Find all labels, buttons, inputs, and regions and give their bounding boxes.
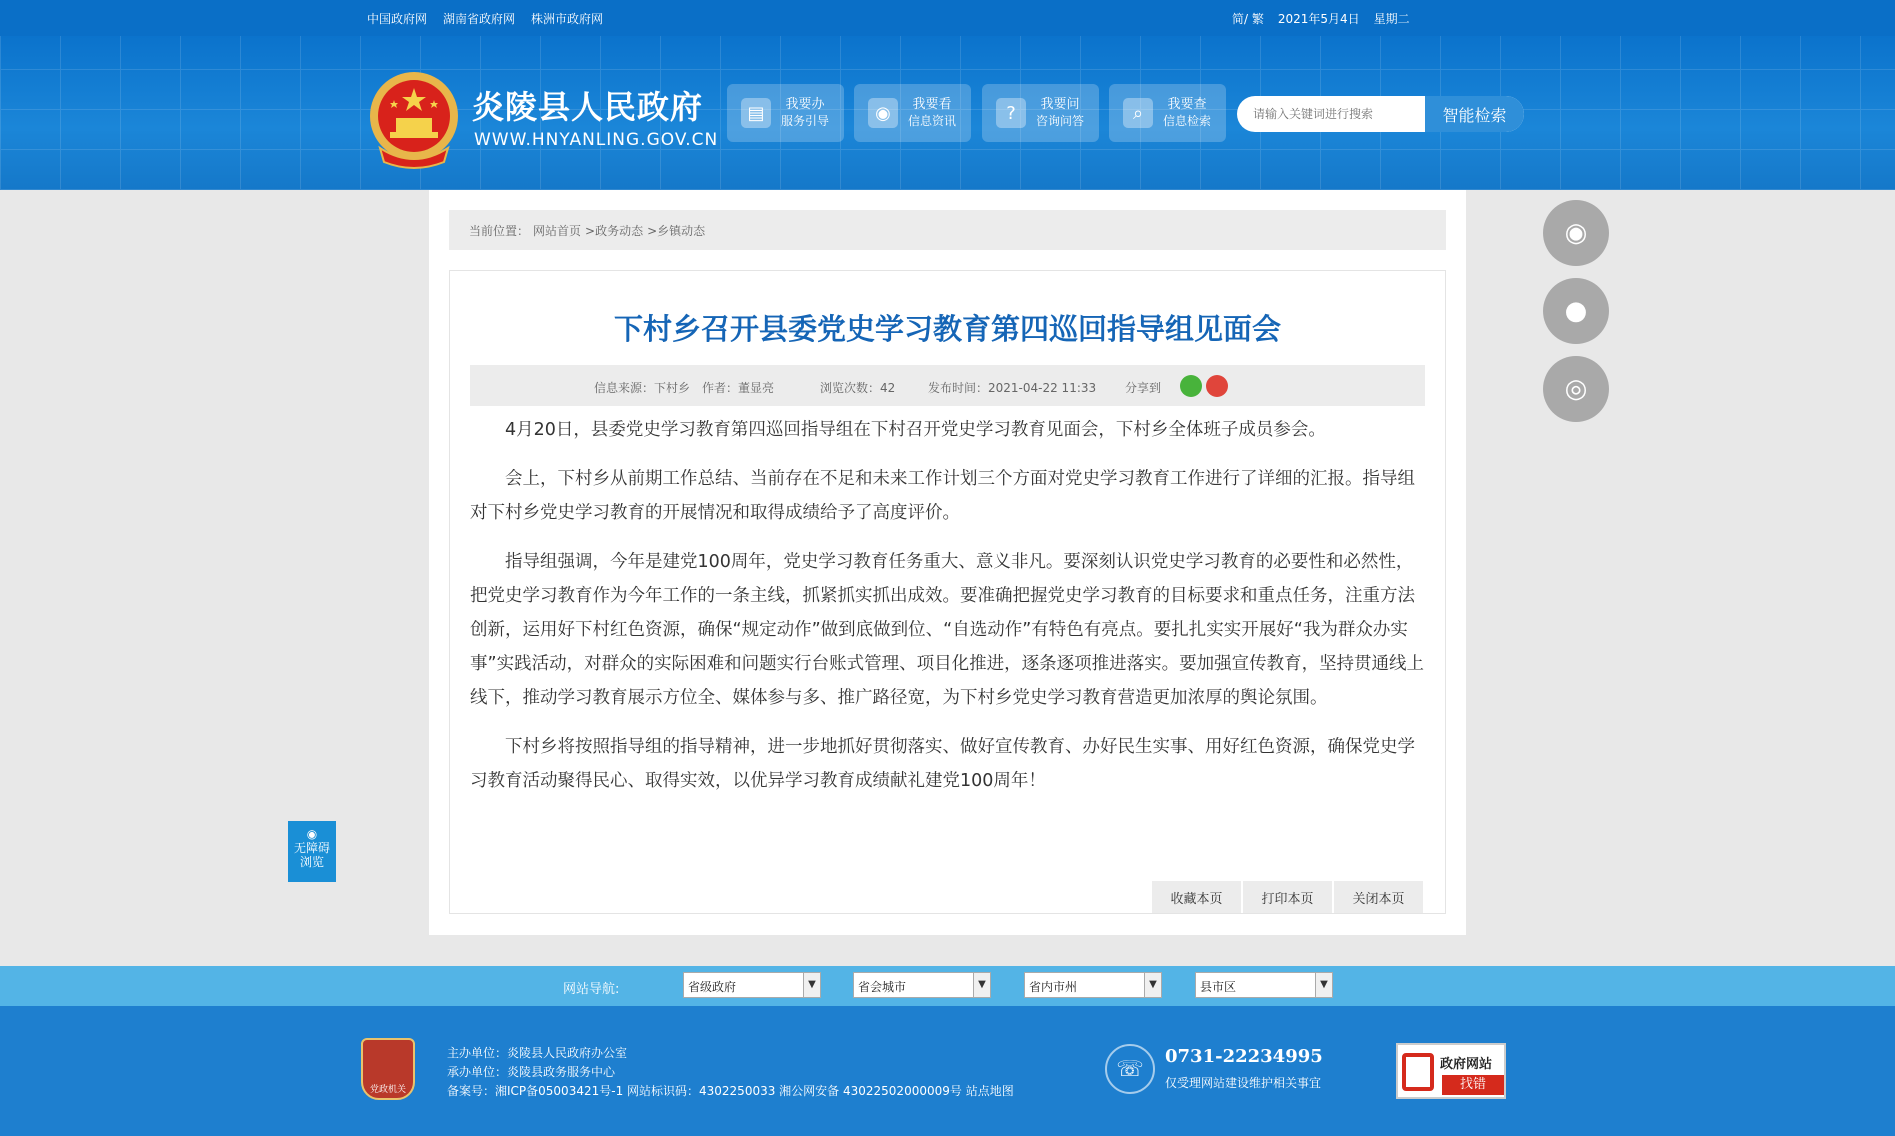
national-emblem-icon: [366, 70, 462, 170]
party-gov-badge[interactable]: [361, 1038, 415, 1100]
service-sub: 咨询问答: [1036, 114, 1085, 128]
site-footer: [0, 1006, 1895, 1136]
breadcrumb-label: 当前位置：: [469, 223, 530, 238]
meta-published: 发布时间：2021-04-22 11:33: [928, 381, 1097, 395]
weibo-icon: ◎: [1564, 374, 1588, 404]
accessibility-button[interactable]: [288, 821, 336, 882]
chevron-down-icon: ▼: [803, 973, 820, 997]
accessibility-line2: 浏览: [299, 855, 324, 869]
select-value: 省会城市: [858, 980, 907, 994]
weekday-text: 星期二: [1373, 12, 1410, 26]
site-header: [0, 36, 1895, 190]
chevron-down-icon: ▼: [973, 973, 990, 997]
eye-icon: ◉: [1564, 218, 1588, 248]
search-button[interactable]: 智能检索: [1425, 96, 1524, 132]
meta-author: 作者：董显亮: [702, 381, 775, 395]
meta-source: 信息来源：下村乡: [594, 381, 691, 395]
select-value: 省级政府: [688, 980, 737, 994]
question-icon: ?: [996, 98, 1026, 128]
breadcrumb-news[interactable]: >政务动态: [585, 223, 644, 238]
footer-phone-note: 仅受理网站建设维护相关事宜: [1165, 1076, 1322, 1090]
footer-operator: 承办单位：炎陵县政务服务中心: [447, 1065, 616, 1079]
service-ask-button[interactable]: [982, 84, 1099, 142]
select-province[interactable]: [683, 972, 821, 998]
article-title: 下村乡召开县委党史学习教育第四巡回指导组见面会: [613, 312, 1281, 346]
chevron-down-icon: ▼: [1144, 973, 1161, 997]
footer-record: 备案号：湘ICP备05003421号-1 网站标识码：4302250033 湘公网安备 43022502000009号 站点地图: [447, 1084, 1014, 1098]
article-paragraph: 会上，下村乡从前期工作总结、当前存在不足和未来工作计划三个方面对党史学习教育工作进行了详细的汇报。指导组对下村乡党史学习教育的开展情况和取得成绩给予了高度评价。: [470, 469, 1415, 523]
top-right: [1232, 10, 1410, 27]
weibo-share-icon[interactable]: [1206, 375, 1228, 397]
select-value: 省内市州: [1029, 980, 1078, 994]
chevron-down-icon: ▼: [1315, 973, 1332, 997]
magnifier-icon: [1402, 1053, 1434, 1091]
service-title: 我要办: [785, 97, 825, 112]
close-page-button[interactable]: 关闭本页: [1334, 881, 1423, 913]
error-report-title: 政府网站: [1440, 1057, 1493, 1072]
eye-icon: ◉: [868, 98, 898, 128]
breadcrumb-town[interactable]: >乡镇动态: [647, 223, 706, 238]
side-weibo-button[interactable]: [1543, 356, 1609, 422]
meta-views: 浏览次数：42: [820, 381, 896, 395]
breadcrumb-home[interactable]: 网站首页: [533, 223, 582, 238]
search-box: [1237, 96, 1524, 132]
service-sub: 信息资讯: [908, 114, 957, 128]
print-button[interactable]: 打印本页: [1243, 881, 1332, 913]
content-panel: [429, 190, 1466, 935]
side-eye-button[interactable]: [1543, 200, 1609, 266]
service-title: 我要问: [1040, 97, 1080, 112]
bookmark-button[interactable]: 收藏本页: [1152, 881, 1241, 913]
service-sub: 信息检索: [1163, 114, 1212, 128]
top-links: [367, 10, 603, 27]
select-city[interactable]: [1024, 972, 1162, 998]
service-handle-button[interactable]: [727, 84, 844, 142]
gov-site-error-report[interactable]: [1396, 1043, 1506, 1099]
select-capital[interactable]: [853, 972, 991, 998]
site-title[interactable]: 炎陵县人民政府: [472, 88, 704, 126]
side-wechat-button[interactable]: [1543, 278, 1609, 344]
lang-switch[interactable]: 简/ 繁: [1232, 12, 1264, 26]
service-search-button[interactable]: [1109, 84, 1226, 142]
article-paragraph: 指导组强调，今年是建党100周年，党史学习教育任务重大、意义非凡。要深刻认识党史学习教育的必要性和必然性，把党史学习教育作为今年工作的一条主线，抓紧抓实抓出成效。要准确把握党史学习教育的目标要求和重点任务，注重方法创新，运用好下村红色资源，确保“规定动作”做到底做到位、“自选动作”有特色有亮点。要扎扎实实开展好“我为群众办实事”实践活动，对群众的实际困难和问题实行台账式管理、项目化推进，逐条逐项推进落实。要加强宣传教育，坚持贯通线上线下，推动学习教育展示方位全、媒体参与多、推广路径宽，为下村乡党史学习教育营造更加浓厚的舆论氛围。: [470, 552, 1425, 708]
share-label: 分享到: [1125, 381, 1162, 395]
select-county[interactable]: [1195, 972, 1333, 998]
top-bar: [0, 0, 1895, 36]
date-text: 2021年5月4日: [1277, 12, 1360, 26]
service-title: 我要查: [1167, 97, 1207, 112]
eye-icon: ◉: [306, 827, 318, 841]
footer-phone: 0731-22234995: [1165, 1046, 1323, 1067]
service-sub: 服务引导: [781, 114, 830, 128]
article-body: [470, 413, 1425, 813]
wechat-share-icon[interactable]: [1180, 375, 1202, 397]
top-link-zhuzhou[interactable]: 株洲市政府网: [531, 12, 604, 26]
article-paragraph: 下村乡将按照指导组的指导精神，进一步地抓好贯彻落实、做好宣传教育、办好民生实事、用好红色资源，确保党史学习教育活动聚得民心、取得实效，以优异学习教育成绩献礼建党100周年！: [470, 737, 1415, 791]
footer-host: 主办单位：炎陵县人民政府办公室: [447, 1046, 628, 1060]
top-link-gov[interactable]: 中国政府网: [367, 12, 428, 26]
footer-nav-label: 网站导航:: [563, 982, 620, 997]
error-report-action: 找错: [1442, 1075, 1504, 1095]
footer-info: [447, 1044, 1014, 1101]
article-paragraph: 4月20日，县委党史学习教育第四巡回指导组在下村召开党史学习教育见面会，下村乡全体班子成员参会。: [505, 420, 1326, 440]
article-actions: [1152, 881, 1423, 913]
top-link-hunan[interactable]: 湖南省政府网: [443, 12, 516, 26]
badge-label: 党政机关: [369, 1085, 406, 1095]
breadcrumb: [449, 210, 1446, 250]
service-title: 我要看: [912, 97, 952, 112]
search-icon: ⌕: [1123, 98, 1153, 128]
service-view-button[interactable]: [854, 84, 971, 142]
phone-icon: ☏: [1105, 1044, 1155, 1094]
site-url: WWW.HNYANLING.GOV.CN: [474, 130, 719, 150]
article-meta: [470, 365, 1425, 406]
search-input[interactable]: [1237, 96, 1425, 132]
document-icon: ▤: [741, 98, 771, 128]
select-value: 县市区: [1200, 980, 1237, 994]
footer-nav: [0, 966, 1895, 1006]
wechat-icon: ●: [1564, 296, 1588, 326]
article: [449, 270, 1446, 914]
accessibility-line1: 无障碍: [293, 841, 330, 855]
